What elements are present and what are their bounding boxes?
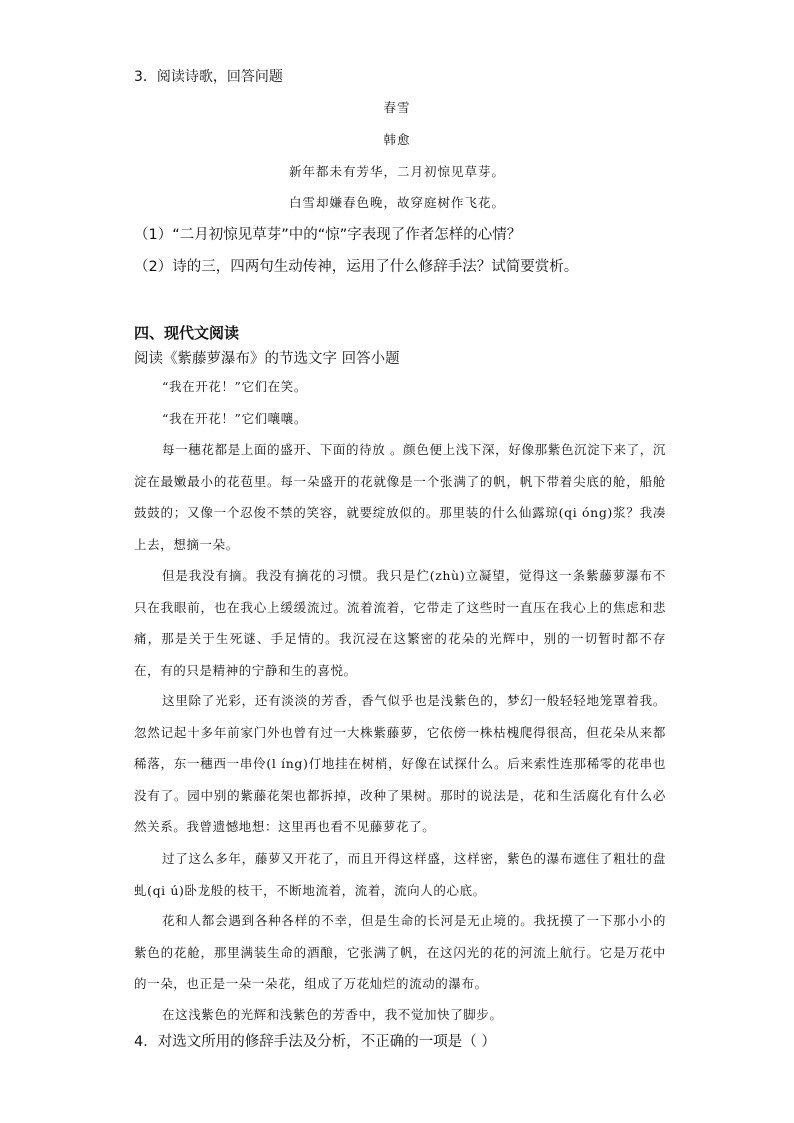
paragraph-6: 过了这么多年，藤萝又开花了，而且开得这样盛，这样密，紫色的瀑布遮住了粗壮的盘虬(qi ú)卧龙般的枝干，不断地流着，流着，流向人的心底。 [134,851,666,898]
subquestion-2: （2）诗的三，四两句生动传神，运用了什么修辞手法？试简要赏析。 [134,259,579,275]
reading-intro: 阅读《紫藤萝瀑布》的节选文字 回答小题 [134,351,400,367]
poem-author: 韩愈 [383,132,411,147]
paragraph-8: 在这浅紫色的光辉和浅紫色的芳香中，我不觉加快了脚步。 [162,1007,503,1022]
paragraph-3: 每一穗花都是上面的盛开、下面的待放 。颜色便上浅下深，好像那紫色沉淀下来了，沉淀在最嫩最小的花苞里。每一朵盛开的花就像是一个张满了的帆，帆下带着尖底的舱，船舱鼓鼓的；又像一个忍俊不禁的笑容，就要绽放似的。那里装的什么仙露琼(qi óng)浆？我凑上去，想摘一朵。 [134,442,666,552]
section-title: 四、现代文阅读 [134,324,240,342]
poem-line-1: 新年都未有芳华，二月初惊见草芽。 [288,164,505,179]
poem-title: 春雪 [383,100,411,115]
paragraph-5: 这里除了光彩，还有淡淡的芳香，香气似乎也是浅紫色的，梦幻一般轻轻地笼罩着我。忽然记起十多年前家门外也曾有过一大株紫藤萝，它依傍一株枯槐爬得很高，但花朵从来都稀落，东一穗西一串伶(l íng)仃地挂在树梢，好像在试探什么。后来索性连那稀零的花串也没有了。园中别的紫藤花架也都拆掉，改种了果树。那时的说法是，花和生活腐化有什么必然关系。我曾遗憾地想：这里再也看不见藤萝花了。 [134,693,666,834]
poem-line-2: 白雪却嫌春色晚，故穿庭树作飞花。 [288,195,505,210]
paragraph-7: 花和人都会遇到各种各样的不幸，但是生命的长河是无止境的。我抚摸了一下那小小的紫色的花舱，那里满装生命的酒酿，它张满了帆，在这闪光的花的河流上航行。它是万花中的一朵，也正是一朵一朵花，组成了万花灿烂的流动的瀑布。 [134,913,666,991]
question-4-title: 4．对选文所用的修辞手法及分析，不正确的一项是（ ） [134,1034,496,1050]
paragraph-2: “我在开花！”它们嚷嚷。 [162,411,307,426]
question-3-title: 3．阅读诗歌，回答问题 [134,69,283,85]
paragraph-1: “我在开花！”它们在笑。 [162,379,307,394]
subquestion-1: （1）“二月初惊见草芽”中的“惊”字表现了作者怎样的心情？ [134,227,522,243]
paragraph-4: 但是我没有摘。我没有摘花的习惯。我只是伫(zhù)立凝望，觉得这一条紫藤萝瀑布不只在我眼前，也在我心上缓缓流过。流着流着，它带走了这些时一直压在我心上的焦虑和悲痛，那是关于生死谜、手足情的。我沉浸在这繁密的花朵的光辉中，别的一切暂时都不存在，有的只是精神的宁静和生的喜悦。 [134,568,666,678]
